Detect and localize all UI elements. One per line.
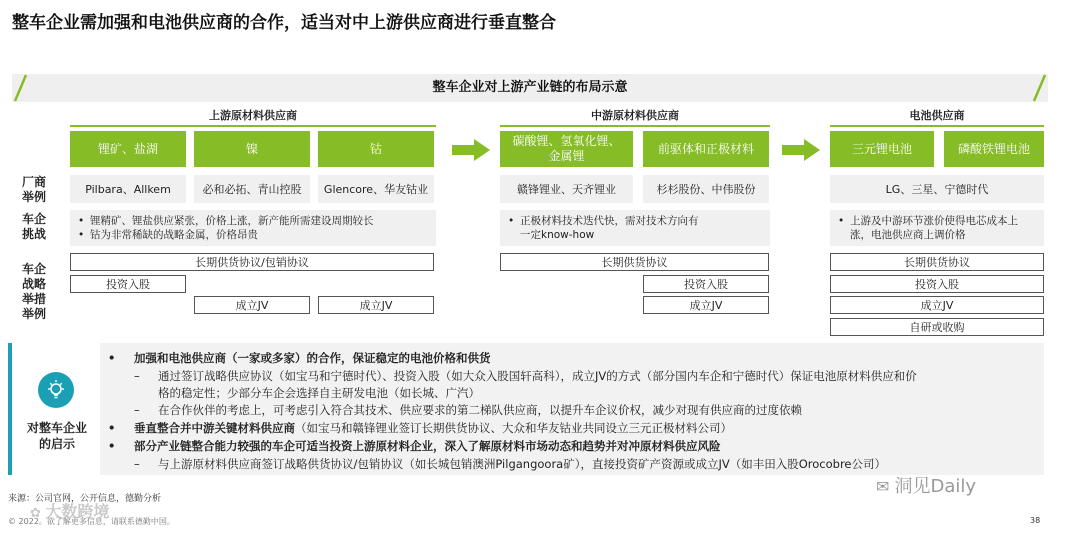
strategy-upstream-jv2: 成立JV [318, 296, 434, 314]
lightbulb-icon [38, 372, 74, 408]
implications-label: 对整车企业的启示 [26, 421, 87, 451]
maker-nickel: 必和必拓、青山控股 [194, 175, 310, 203]
product-carbonate: 碳酸锂、氢氧化锂、金属锂 [500, 131, 633, 167]
wechat-icon: ✉ [876, 477, 895, 496]
challenge-midstream-1: 正极材料技术迭代快，需对技术方向有一定know-how [520, 215, 699, 241]
maker-lithium: Pilbara、Allkem [70, 175, 186, 203]
row-label-strategy: 车企战略举措举例 [21, 262, 46, 321]
implication-2 [134, 420, 732, 437]
strategy-mid-invest: 投资入股 [643, 275, 769, 293]
implication-1-sub1b: 格的稳定性；少部分车企会选择自主研发电池（如长城、广汽） [158, 386, 480, 400]
product-nickel: 镍 [194, 131, 310, 167]
challenge-upstream-1: 锂精矿、锂盐供应紧张，价格上涨，新产能所需建设周期较长 [90, 215, 374, 227]
challenge-upstream: • 锂精矿、锂盐供应紧张，价格上涨，新产能所需建设周期较长 • 钴为非常稀缺的战略金属，价格昂贵 [70, 210, 436, 246]
product-precursor: 前驱体和正极材料 [643, 131, 769, 167]
product-ncm: 三元锂电池 [830, 131, 934, 167]
banner-title: 整车企业对上游产业链的布局示意 [432, 80, 628, 95]
footer-source: 来源：公司官网，公开信息，德勤分析 [8, 494, 162, 504]
challenge-upstream-2: 钴为非常稀缺的战略金属，价格昂贵 [90, 229, 258, 241]
maker-battery: LG、三星、宁德时代 [830, 175, 1044, 203]
challenge-battery-1: 上游及中游环节涨价使得电芯成本上涨，电池供应商上调价格 [850, 215, 1018, 241]
strategy-bat-self: 自研或收购 [830, 318, 1044, 336]
product-lithium: 锂矿、盐湖 [70, 131, 186, 167]
challenge-midstream: • 正极材料技术迭代快，需对技术方向有一定know-how [500, 210, 770, 246]
section-upstream: 上游原材料供应商 [70, 107, 436, 127]
arrow-right-icon [782, 139, 820, 161]
implications-header-cell [12, 343, 100, 475]
maker-cobalt: Glencore、华友钴业 [318, 175, 434, 203]
maker-precursor: 杉杉股份、中伟股份 [643, 175, 769, 203]
implication-2-bold: 垂直整合并中游关键材料供应商 [134, 421, 295, 435]
strategy-mid-jv: 成立JV [643, 296, 769, 314]
watermark-left: ✿ 大数跨境 [30, 502, 110, 521]
page-number: 38 [1030, 516, 1041, 525]
strategy-mid-long: 长期供货协议 [500, 253, 769, 271]
banner [12, 74, 1048, 102]
maker-carbonate: 赣锋锂业、天齐锂业 [500, 175, 633, 203]
implication-3: 部分产业链整合能力较强的车企可适当投资上游原材料企业，深入了解原材料市场动态和趋势并对冲原材料供应风险 [134, 439, 721, 453]
strategy-upstream-jv1: 成立JV [194, 296, 310, 314]
strategy-bat-invest: 投资入股 [830, 275, 1044, 293]
strategy-bat-long: 长期供货协议 [830, 253, 1044, 271]
product-lfp: 磷酸铁锂电池 [944, 131, 1044, 167]
watermark-logo-icon: ✿ [30, 506, 46, 521]
watermark-right: ✉ 洞见Daily [876, 476, 977, 497]
row-label-challenges: 车企挑战 [21, 212, 46, 241]
implication-1-sub2: 在合作伙伴的考虑上，可考虑引入符合其技术、供应要求的第二梯队供应商，以提升车企议价权，减少对现有供应商的过度依赖 [158, 403, 802, 417]
challenge-battery: • 上游及中游环节涨价使得电芯成本上涨，电池供应商上调价格 [830, 210, 1044, 246]
implication-2-rest: （如宝马和赣锋锂业签订长期供货协议、大众和华友钴业共同设立三元正极材料公司） [295, 421, 732, 435]
strategy-upstream-invest: 投资入股 [70, 275, 186, 293]
section-battery: 电池供应商 [830, 107, 1044, 127]
strategy-bat-jv: 成立JV [830, 296, 1044, 314]
section-midstream: 中游原材料供应商 [500, 107, 770, 127]
footer-copyright: © 2022。欲了解更多信息，请联系德勤中国。 [8, 517, 175, 526]
product-cobalt: 钴 [318, 131, 434, 167]
implication-3-sub1: 与上游原材料供应商签订战略供货协议/包销协议（如长城包销澳洲Pilgangoora矿），直接投资矿产资源或成立JV（如丰田入股Orocobre公司） [158, 457, 887, 471]
implication-1-sub1a: 通过签订战略供应协议（如宝马和宁德时代）、投资入股（如大众入股国轩高科），成立JV的方式（部分国内车企和宁德时代）保证电池原材料供应和价 [158, 369, 917, 383]
strategy-upstream-long: 长期供货协议/包销协议 [70, 253, 434, 271]
implication-1: 加强和电池供应商（一家或多家）的合作，保证稳定的电池价格和供货 [134, 351, 491, 365]
page-title: 整车企业需加强和电池供应商的合作，适当对中上游供应商进行垂直整合 [12, 13, 556, 33]
arrow-right-icon [452, 139, 490, 161]
row-label-makers: 厂商举例 [21, 175, 46, 204]
